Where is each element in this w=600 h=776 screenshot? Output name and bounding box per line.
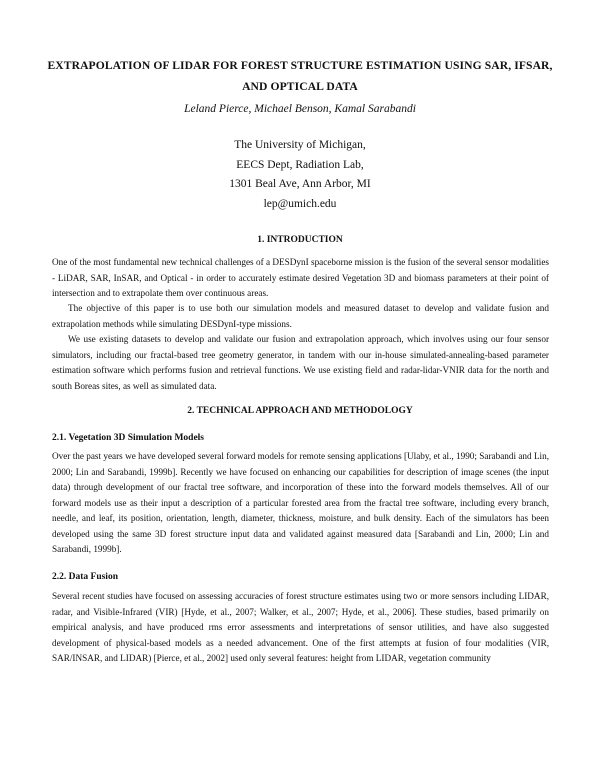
affiliation-address: 1301 Beal Ave, Ann Arbor, MI [229,178,371,190]
affiliation-university: The University of Michigan, [234,139,366,151]
author-affiliation [0,136,600,214]
simulation-models-paragraph: Over the past years we have developed several forward models for remote sensing applications [Ulaby, et al., 1990; Sarabandi and Lin, 2000; Lin and Sarabandi, 1999b]. Recently we have focused on enhancing our capabilities for description of image scenes (the input data) through development of our fractal tree software, and incorporation of these into the forward models themselves. All of our forward models use as their input a description of a particular forested area from the fractal tree software, including every branch, needle, and leaf, its position, orientation, length, diameter, thickness, moisture, and bulk density. Each of the simulators has been developed using the same 3D forest structure input data and validated against measured data [Sarabandi and Lin, 2000; Lin and Sarabandi, 1999b]. [52,451,549,554]
affiliation-department: EECS Dept, Radiation Lab, [236,158,364,171]
subsection-heading-data-fusion: 2.2. Data Fusion [52,572,118,582]
data-fusion-paragraph: Several recent studies have focused on assessing accuracies of forest structure estimates using two or more sensors including LIDAR, radar, and Visible-Infrared (VIR) [Hyde, et al., 2007; Walker, et al., 2007; Hyde, et al., 2006]. These studies, based primarily on empirical analysis, and have produced rms error assessments and interpretations of sensor utilities, and have also suggested development of physical-based models as a needed advancement. One of the first attempts at fusion of four modalities (VIR, SAR/INSAR, and LIDAR) [Pierce, et al., 2002] used only several features: height from LIDAR, vegetation community [52,591,549,663]
paper-authors: Leland Pierce, Michael Benson, Kamal Sarabandi [184,103,416,115]
paper-title: EXTRAPOLATION OF LIDAR FOR FOREST STRUCTURE ESTIMATION USING SAR, IFSAR, AND OPTICAL DATA [47,59,553,93]
affiliation-email[interactable]: lep@umich.edu [263,197,337,210]
intro-paragraph-3: We use existing datasets to develop and validate our fusion and extrapolation approach, which involves using our four sensor simulators, including our fractal-based tree geometry generator, in tandem with our in-house simulated-annealing-based parameter estimation software which performs fusion and retrieval functions. We use existing field and radar-lidar-VNIR data for the north and south Boreas sites, as well as simulated data. [52,334,549,391]
subsection-heading-simulation-models: 2.1. Vegetation 3D Simulation Models [52,433,205,443]
intro-paragraph-2: The objective of this paper is to use both our simulation models and measured dataset to develop and validate fusion and extrapolation methods while simulating DESDynI-type missions. [52,303,549,329]
intro-paragraph-1: One of the most fundamental new technical challenges of a DESDynI spaceborne mission is the fusion of the several sensor modalities - LiDAR, SAR, InSAR, and Optical - in order to accurately estimate desired Vegetation 3D and biomass parameters at their point of intersection and to extrapolate them over continuous areas. [52,257,549,298]
section-heading-technical-approach: 2. TECHNICAL APPROACH AND METHODOLOGY [187,406,413,416]
section-heading-introduction: 1. INTRODUCTION [257,235,343,245]
